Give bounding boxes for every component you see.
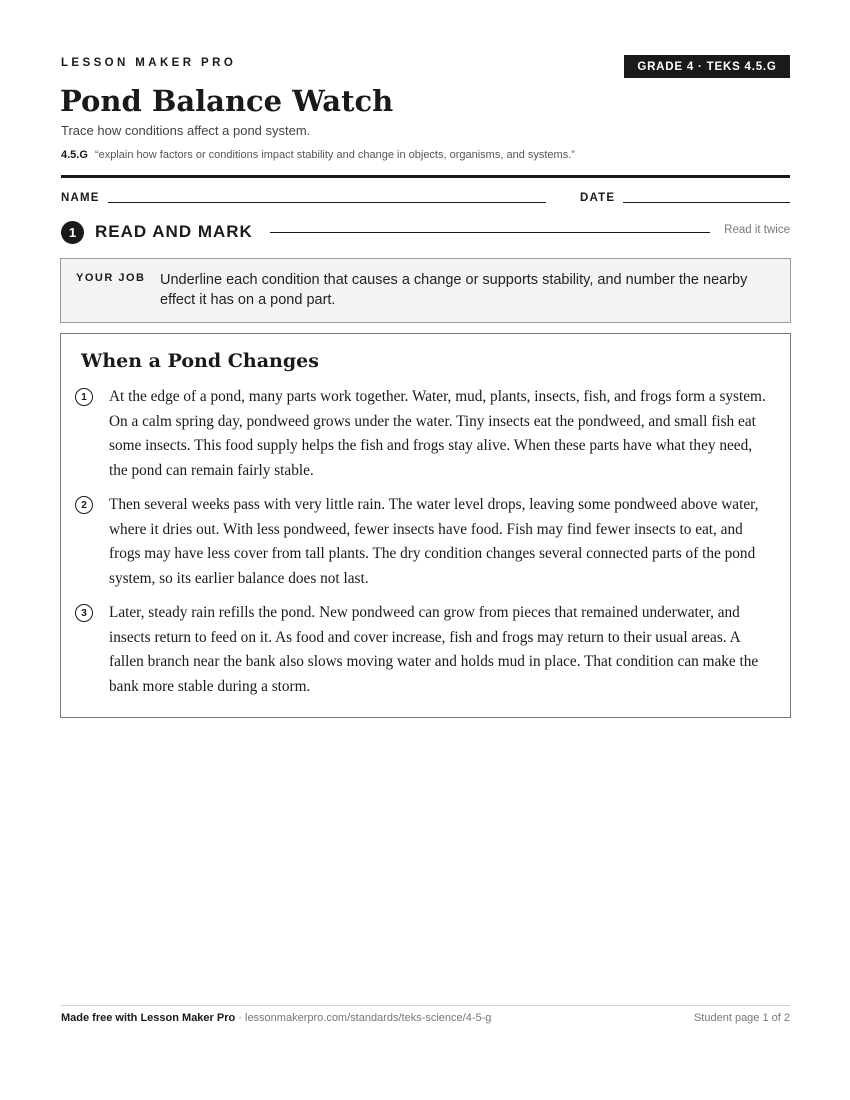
page-subtitle: Trace how conditions affect a pond system. — [61, 123, 311, 138]
brand-label: LESSON MAKER PRO — [61, 57, 237, 69]
name-line — [108, 202, 546, 203]
page-title: Pond Balance Watch — [60, 84, 394, 118]
paragraph-number: 1 — [75, 388, 93, 406]
standard-code: 4.5.G — [61, 149, 88, 161]
passage-box — [60, 333, 791, 718]
paragraph-text: Later, steady rain refills the pond. New pondweed can grow from pieces that remained underwater, and insects return to feed on it. As food and cover increase, fish and frogs may return to their usual areas. A fallen branch near the bank also slows moving water and holds mud in place. That condition can make the bank more stable during a storm. — [109, 604, 759, 695]
footer-separator: · — [235, 1012, 245, 1024]
name-label: NAME — [61, 192, 100, 204]
footer-made-with: Made free with Lesson Maker Pro — [61, 1012, 236, 1024]
job-box — [60, 258, 791, 323]
footer-credit — [61, 1012, 491, 1024]
section-note: Read it twice — [724, 224, 790, 236]
paragraph-text: At the edge of a pond, many parts work together. Water, mud, plants, insects, fish, and frogs form a system. On a calm spring day, pondweed grows under the water. Tiny insects eat the pondweed, and small fish eat some insects. This food supply helps the fish and frogs stay alive. When these parts have what they need, the pond can remain fairly stable. — [109, 388, 766, 479]
standard-text: “explain how factors or conditions impact stability and change in objects, organisms, and systems.” — [94, 149, 575, 161]
standard-line — [61, 149, 575, 161]
section-number: 1 — [61, 221, 84, 244]
paragraph-number: 3 — [75, 604, 93, 622]
header-divider — [61, 175, 790, 178]
footer-divider — [61, 1005, 790, 1006]
section-title: READ AND MARK — [95, 222, 253, 241]
date-label: DATE — [580, 192, 616, 204]
date-line — [623, 202, 790, 203]
footer-url-link[interactable]: lessonmakerpro.com/standards/teks-science/4-5-g — [245, 1012, 492, 1024]
footer-page-number: Student page 1 of 2 — [693, 1012, 790, 1024]
grade-badge: GRADE 4 · TEKS 4.5.G — [624, 55, 790, 78]
job-label: YOUR JOB — [76, 272, 146, 284]
passage-title: When a Pond Changes — [81, 350, 319, 372]
paragraph-number: 2 — [75, 496, 93, 514]
job-text: Underline each condition that causes a change or supports stability, and number the nearby effect it has on a pond part. — [160, 272, 748, 308]
paragraph-text: Then several weeks pass with very little rain. The water level drops, leaving some pondweed above water, where it dries out. With less pondweed, fewer insects have food. Fish may find fewer insects to eat, and frogs may have less cover from tall plants. The dry condition changes several connected parts of the pond system, so its earlier balance does not last. — [109, 496, 759, 587]
section-divider — [270, 232, 710, 233]
